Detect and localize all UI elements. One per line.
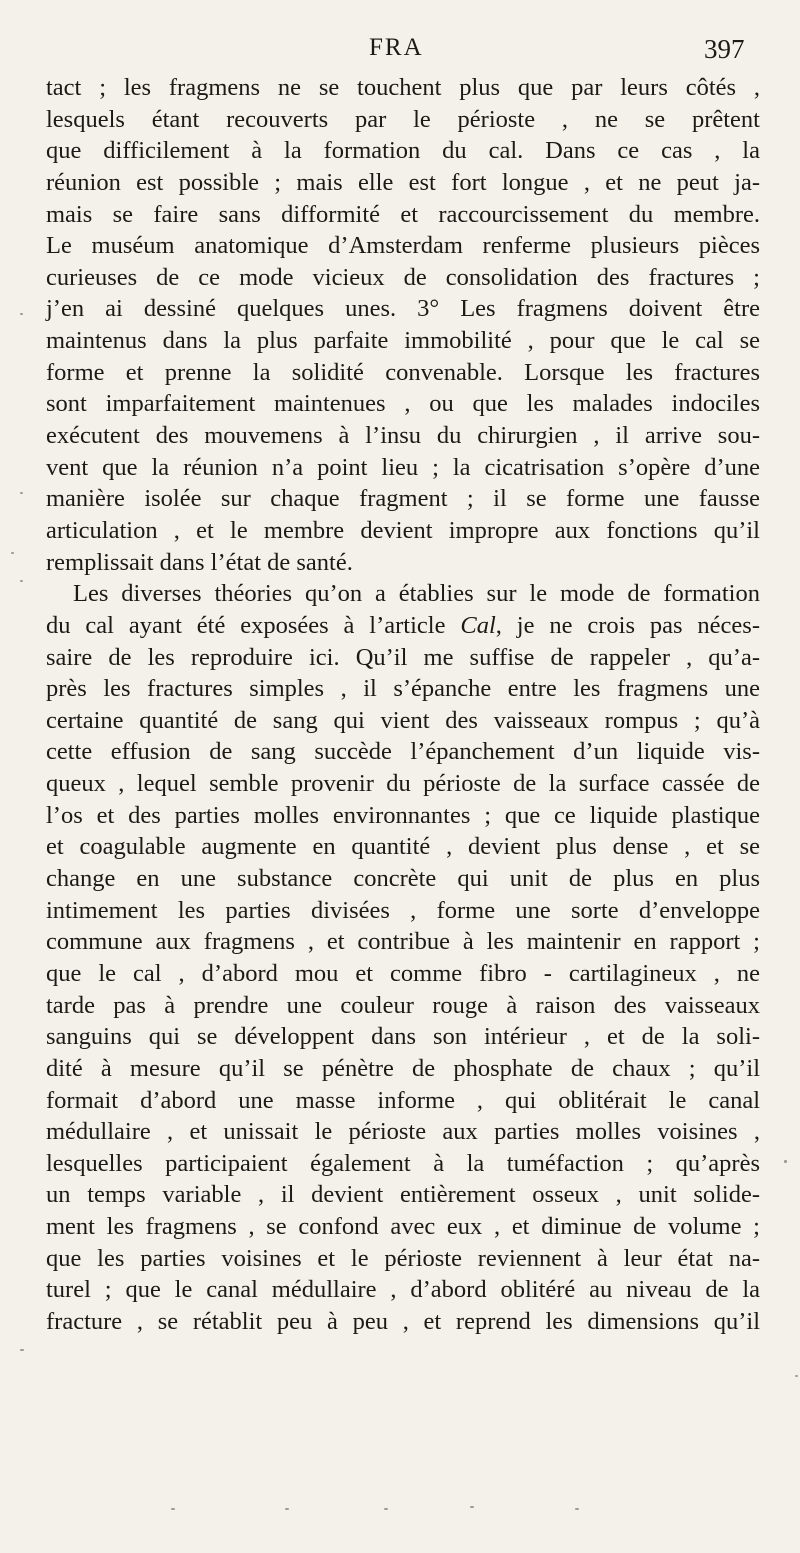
text-line: l’os et des parties molles environnantes ; que ce liquide plastique xyxy=(46,801,760,829)
line-text: du cal ayant été exposées à l’article xyxy=(46,611,461,639)
text-line: près les fractures simples , il s’épanche entre les fragmens une xyxy=(46,675,760,703)
text-line: un temps variable , il devient entièrement osseux , unit solide- xyxy=(46,1181,760,1209)
text-line: dité à mesure qu’il se pénètre de phosphate de chaux ; qu’il xyxy=(46,1054,760,1082)
line-text-tail: , je ne crois pas néces- xyxy=(495,611,761,639)
text-line: cette effusion de sang succède l’épanchement d’un liquide vis- xyxy=(46,738,760,766)
text-line: queux , lequel semble provenir du périoste de la surface cassée de xyxy=(46,770,760,798)
ink-speck xyxy=(470,1506,474,1508)
ink-speck xyxy=(795,1375,798,1377)
text-line: mais se faire sans difformité et raccourcissement du membre. xyxy=(46,200,760,228)
page-number: 397 xyxy=(704,34,745,64)
ink-speck xyxy=(575,1508,579,1510)
text-line: sanguins qui se développent dans son intérieur , et de la soli- xyxy=(46,1023,760,1051)
text-line: que le cal , d’abord mou et comme fibro - cartilagineux , ne xyxy=(46,959,760,987)
text-line: fracture , se rétablit peu à peu , et reprend les dimensions qu’il xyxy=(46,1307,760,1335)
ink-speck xyxy=(171,1508,175,1510)
text-line: manière isolée sur chaque fragment ; il se forme une fausse xyxy=(46,485,760,513)
text-line: formait d’abord une masse informe , qui oblitérait le canal xyxy=(46,1086,760,1114)
text-line: articulation , et le membre devient impropre aux fonctions qu’il xyxy=(46,516,760,544)
text-line: que difficilement à la formation du cal. Dans ce cas , la xyxy=(46,137,760,165)
text-line: forme et prenne la solidité convenable. Lorsque les fractures xyxy=(46,358,760,386)
ink-speck xyxy=(20,1349,24,1351)
ink-speck xyxy=(20,313,23,315)
text-line: sont imparfaitement maintenues , ou que les malades indociles xyxy=(46,390,760,418)
text-line: certaine quantité de sang qui vient des vaisseaux rompus ; qu’à xyxy=(46,706,760,734)
text-line: j’en ai dessiné quelques unes. 3° Les fragmens doivent être xyxy=(46,295,760,323)
text-line: tact ; les fragmens ne se touchent plus que par leurs côtés , xyxy=(46,74,760,101)
text-line: réunion est possible ; mais elle est fort longue , et ne peut ja- xyxy=(46,168,760,196)
ink-speck xyxy=(784,1160,787,1163)
text-line: lesquelles participaient également à la tuméfaction ; qu’après xyxy=(46,1149,760,1177)
text-line: que les parties voisines et le périoste reviennent à leur état na- xyxy=(46,1244,760,1272)
text-line-paragraph-end: remplissait dans l’état de santé. xyxy=(46,548,353,576)
ink-speck xyxy=(20,580,23,582)
text-line: médullaire , et unissait le périoste aux parties molles voisines , xyxy=(46,1118,760,1146)
text-line: maintenus dans la plus parfaite immobilité , pour que le cal se xyxy=(46,327,760,355)
ink-speck xyxy=(11,552,14,554)
text-line: lesquels étant recouverts par le périoste , ne se prêtent xyxy=(46,105,760,133)
text-line: commune aux fragmens , et contribue à les maintenir en rapport ; xyxy=(46,928,760,956)
running-title: FRA xyxy=(369,34,424,61)
text-line: intimement les parties divisées , forme une sorte d’enveloppe xyxy=(46,896,760,924)
text-line-paragraph-start: Les diverses théories qu’on a établies sur le mode de formation xyxy=(73,580,760,608)
text-line: Le muséum anatomique d’Amsterdam renferme plusieurs pièces xyxy=(46,232,760,260)
text-line: exécutent des mouvemens à l’insu du chirurgien , il arrive sou- xyxy=(46,422,760,450)
ink-speck xyxy=(20,492,23,494)
text-line: vent que la réunion n’a point lieu ; la cicatrisation s’opère d’une xyxy=(46,453,760,481)
ink-speck xyxy=(384,1508,388,1510)
text-line: curieuses de ce mode vicieux de consolidation des fractures ; xyxy=(46,263,760,291)
text-line: change en une substance concrète qui unit de plus en plus xyxy=(46,865,760,893)
text-line: ment les fragmens , se confond avec eux , et diminue de volume ; xyxy=(46,1213,760,1241)
text-line: tarde pas à prendre une couleur rouge à raison des vaisseaux xyxy=(46,991,760,1019)
italic-article-reference: Cal xyxy=(460,611,496,639)
text-line: turel ; que le canal médullaire , d’abord oblitéré au niveau de la xyxy=(46,1276,760,1304)
text-line: saire de les reproduire ici. Qu’il me suffise de rappeler , qu’a- xyxy=(46,643,760,671)
text-line: et coagulable augmente en quantité , devient plus dense , et se xyxy=(46,833,760,861)
ink-speck xyxy=(285,1508,289,1510)
